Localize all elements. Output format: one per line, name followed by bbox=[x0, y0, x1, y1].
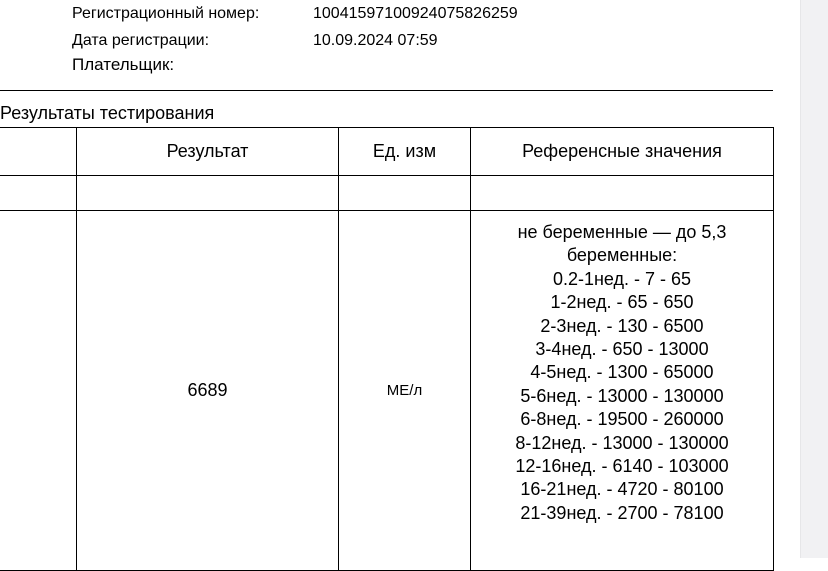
reference-list bbox=[471, 211, 773, 525]
reference-line: 6-8нед. - 19500 - 260000 bbox=[520, 409, 724, 430]
empty-cell bbox=[471, 176, 774, 211]
empty-cell bbox=[339, 176, 471, 211]
reference-line: беременные: bbox=[566, 245, 678, 266]
reference-line: 1-2нед. - 65 - 650 bbox=[550, 292, 694, 313]
table-row-empty bbox=[0, 176, 774, 211]
reference-line: 16-21нед. - 4720 - 80100 bbox=[520, 479, 724, 500]
table-header-row bbox=[0, 128, 774, 176]
viewer-scrollbar[interactable] bbox=[800, 0, 828, 558]
reference-line: 2-3нед. - 130 - 6500 bbox=[540, 315, 704, 336]
reference-line: 12-16нед. - 6140 - 103000 bbox=[515, 456, 729, 477]
section-title: Результаты тестирования bbox=[0, 103, 215, 123]
header-reference: Референсные значения bbox=[471, 128, 774, 176]
reg-number-value: 10041597100924075826259 bbox=[313, 5, 518, 22]
empty-cell bbox=[77, 176, 339, 211]
header-result: Результат bbox=[77, 128, 339, 176]
reference-line: 0.2-1нед. - 7 - 65 bbox=[552, 268, 692, 289]
reg-date-value: 10.09.2024 07:59 bbox=[313, 32, 438, 49]
results-table bbox=[0, 127, 774, 571]
reference-line: 8-12нед. - 13000 - 130000 bbox=[515, 432, 729, 453]
payer-label: Плательщик: bbox=[72, 55, 175, 74]
reference-line: 4-5нед. - 1300 - 65000 bbox=[530, 362, 714, 383]
reference-line: 5-6нед. - 13000 - 130000 bbox=[520, 385, 724, 406]
result-cell bbox=[77, 211, 339, 571]
unit-value: МЕ/л bbox=[386, 381, 423, 399]
header-unit: Ед. изм bbox=[339, 128, 471, 176]
header-name bbox=[0, 128, 77, 176]
reference-line: не беременные — до 5,3 bbox=[517, 222, 727, 242]
result-value: 6689 bbox=[187, 380, 228, 400]
reg-date-label: Дата регистрации: bbox=[72, 32, 210, 49]
empty-cell bbox=[0, 176, 77, 211]
reference-line: 3-4нед. - 650 - 13000 bbox=[535, 339, 709, 360]
reg-number-label: Регистрационный номер: bbox=[72, 5, 260, 22]
reference-cell bbox=[471, 211, 774, 571]
test-name-cell bbox=[0, 211, 77, 571]
header-divider bbox=[0, 90, 773, 91]
reference-line: 21-39нед. - 2700 - 78100 bbox=[520, 502, 724, 523]
unit-cell bbox=[339, 211, 471, 571]
table-row bbox=[0, 211, 774, 571]
